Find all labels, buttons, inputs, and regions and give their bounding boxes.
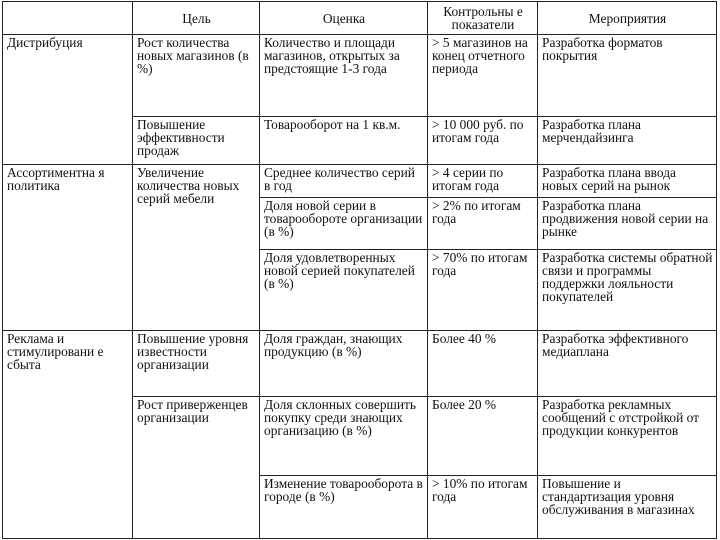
estimate-cell: Доля новой серии в товарообороте организации (в %) (260, 198, 428, 250)
indicator-cell: > 10% по итогам года (428, 476, 538, 539)
header-goal: Цель (133, 2, 260, 35)
action-cell: Разработка рекламных сообщений с отстройкой от продукции конкурентов (538, 397, 717, 476)
action-cell: Разработка форматов покрытия (538, 35, 717, 117)
indicator-cell: > 5 магазинов на конец отчетного периода (428, 35, 538, 117)
action-cell: Разработка эффективного медиаплана (538, 331, 717, 397)
indicator-cell: Более 20 % (428, 397, 538, 476)
estimate-cell: Доля удовлетворенных новой серией покупателей (в %) (260, 250, 428, 331)
goal-cell: Повышение эффективности продаж (133, 117, 260, 165)
estimate-cell: Доля склонных совершить покупку среди знающих организацию (в %) (260, 397, 428, 476)
indicator-cell: > 10 000 руб. по итогам года (428, 117, 538, 165)
direction-advertising: Реклама и стимулировани е сбыта (3, 331, 133, 539)
indicator-cell: > 70% по итогам года (428, 250, 538, 331)
header-direction (3, 2, 133, 35)
table-row (3, 165, 717, 198)
table-row (3, 35, 717, 117)
estimate-cell: Количество и площади магазинов, открытых за предстоящие 1-3 года (260, 35, 428, 117)
header-action: Мероприятия (538, 2, 717, 35)
goal-cell: Рост количества новых магазинов (в %) (133, 35, 260, 117)
action-cell: Разработка системы обратной связи и программы поддержки лояльности покупателей (538, 250, 717, 331)
header-row (3, 2, 717, 35)
header-indicator: Контрольны е показатели (428, 2, 538, 35)
action-cell: Разработка плана продвижения новой серии на рынке (538, 198, 717, 250)
action-cell: Повышение и стандартизация уровня обслуживания в магазинах (538, 476, 717, 539)
goal-cell: Увеличение количества новых серий мебели (133, 165, 260, 331)
estimate-cell: Доля граждан, знающих продукцию (в %) (260, 331, 428, 397)
estimate-cell: Среднее количество серий в год (260, 165, 428, 198)
goal-cell: Повышение уровня известности организации (133, 331, 260, 397)
indicator-cell: > 4 серии по итогам года (428, 165, 538, 198)
estimate-cell: Товарооборот на 1 кв.м. (260, 117, 428, 165)
estimate-cell: Изменение товарооборота в городе (в %) (260, 476, 428, 539)
table-row (3, 331, 717, 397)
direction-distribution: Дистрибуция (3, 35, 133, 165)
goal-cell: Рост приверженцев организации (133, 397, 260, 539)
header-estimate: Оценка (260, 2, 428, 35)
indicator-cell: > 2% по итогам года (428, 198, 538, 250)
indicator-cell: Более 40 % (428, 331, 538, 397)
action-cell: Разработка плана мерчендайзинга (538, 117, 717, 165)
direction-assortment: Ассортиментна я политика (3, 165, 133, 331)
action-cell: Разработка плана ввода новых серий на рынок (538, 165, 717, 198)
strategy-table (2, 1, 717, 539)
